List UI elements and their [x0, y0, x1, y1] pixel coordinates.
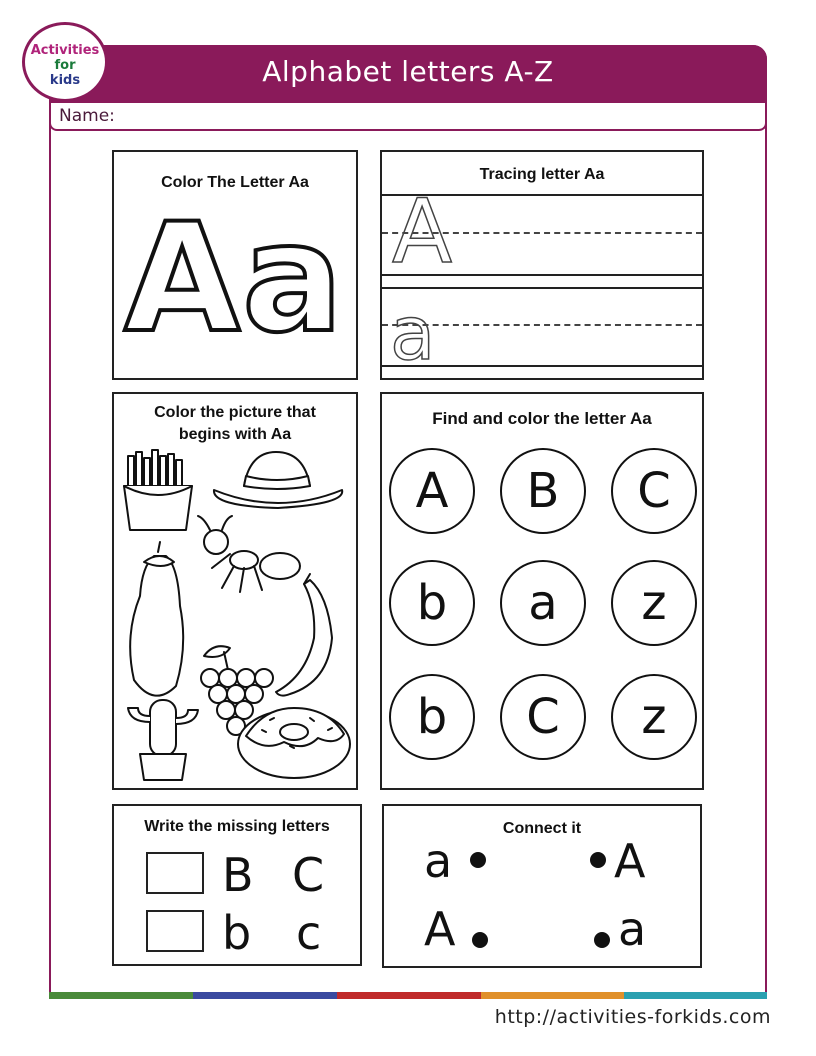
connect-left-letter-1: a — [424, 834, 453, 888]
cactus-icon[interactable] — [128, 700, 198, 780]
name-field[interactable] — [49, 103, 767, 131]
footer-stripe-blue — [193, 992, 337, 999]
outline-letter-upper[interactable]: A — [124, 192, 241, 366]
color-letter-title: Color The Letter Aa — [161, 174, 309, 191]
page-title: Alphabet letters A-Z — [262, 55, 554, 88]
letter-circle[interactable]: z — [611, 674, 697, 760]
letter-circle[interactable]: a — [500, 560, 586, 646]
trace-top-line-2 — [382, 287, 702, 289]
letter-circle[interactable]: C — [500, 674, 586, 760]
activities-for-kids-logo — [22, 22, 108, 102]
connect-right-letter-2: a — [618, 902, 647, 956]
find-title: Find and color the letter Aa — [432, 409, 652, 428]
missing-row-1-letter-2: C — [292, 848, 325, 902]
picture-illustrations — [114, 446, 356, 786]
donut-icon[interactable] — [238, 708, 350, 778]
connect-dot-left-2[interactable] — [472, 932, 488, 948]
logo-line-3: kids — [49, 73, 81, 88]
connect-left-letter-2: A — [424, 902, 456, 956]
connect-title: Connect it — [502, 820, 582, 837]
tracing-section — [380, 150, 704, 380]
eggplant-icon[interactable] — [130, 542, 183, 696]
name-label: Name: — [59, 106, 115, 126]
missing-row-1-letter-1: B — [222, 848, 254, 902]
connect-section — [382, 804, 702, 968]
letter-circle[interactable]: C — [611, 448, 697, 534]
ant-icon[interactable] — [198, 516, 300, 592]
letter-circle[interactable]: B — [500, 448, 586, 534]
footer-url-link[interactable]: http://activities-forkids.com — [494, 1006, 771, 1028]
tracing-title: Tracing letter Aa — [479, 166, 605, 183]
footer-stripe-red — [337, 992, 481, 999]
title-banner — [49, 45, 767, 103]
answer-box-1[interactable] — [146, 852, 204, 894]
picture-section — [112, 392, 358, 790]
letter-circle[interactable]: z — [611, 560, 697, 646]
missing-letters-section — [112, 804, 362, 966]
footer-stripe-teal — [624, 992, 767, 999]
fries-icon[interactable] — [124, 450, 192, 530]
answer-box-2[interactable] — [146, 910, 204, 952]
missing-row-2-letter-1: b — [222, 906, 252, 960]
footer-stripe-orange — [481, 992, 624, 999]
picture-title-line-1: Color the picture that — [154, 404, 316, 421]
logo-line-2: for — [54, 58, 76, 73]
letter-circle[interactable]: b — [389, 560, 475, 646]
trace-letter-upper[interactable]: A — [392, 180, 453, 283]
picture-title-line-2: begins with Aa — [178, 426, 292, 443]
outline-letter-lower[interactable]: a — [242, 192, 344, 366]
connect-right-letter-1: A — [614, 834, 646, 888]
footer-stripe-green — [49, 992, 193, 999]
trace-letter-lower[interactable]: a — [390, 291, 436, 377]
missing-row-2-letter-2: c — [296, 906, 322, 960]
connect-dot-right-1[interactable] — [590, 852, 606, 868]
hat-icon[interactable] — [214, 452, 342, 508]
find-letter-section — [380, 392, 704, 790]
missing-title: Write the missing letters — [144, 818, 330, 835]
connect-dot-left-1[interactable] — [470, 852, 486, 868]
banana-icon[interactable] — [276, 574, 332, 696]
letter-circle[interactable]: A — [389, 448, 475, 534]
color-letter-section — [112, 150, 358, 380]
logo-line-1: Activities — [30, 43, 100, 58]
connect-dot-right-2[interactable] — [594, 932, 610, 948]
letter-circle[interactable]: b — [389, 674, 475, 760]
